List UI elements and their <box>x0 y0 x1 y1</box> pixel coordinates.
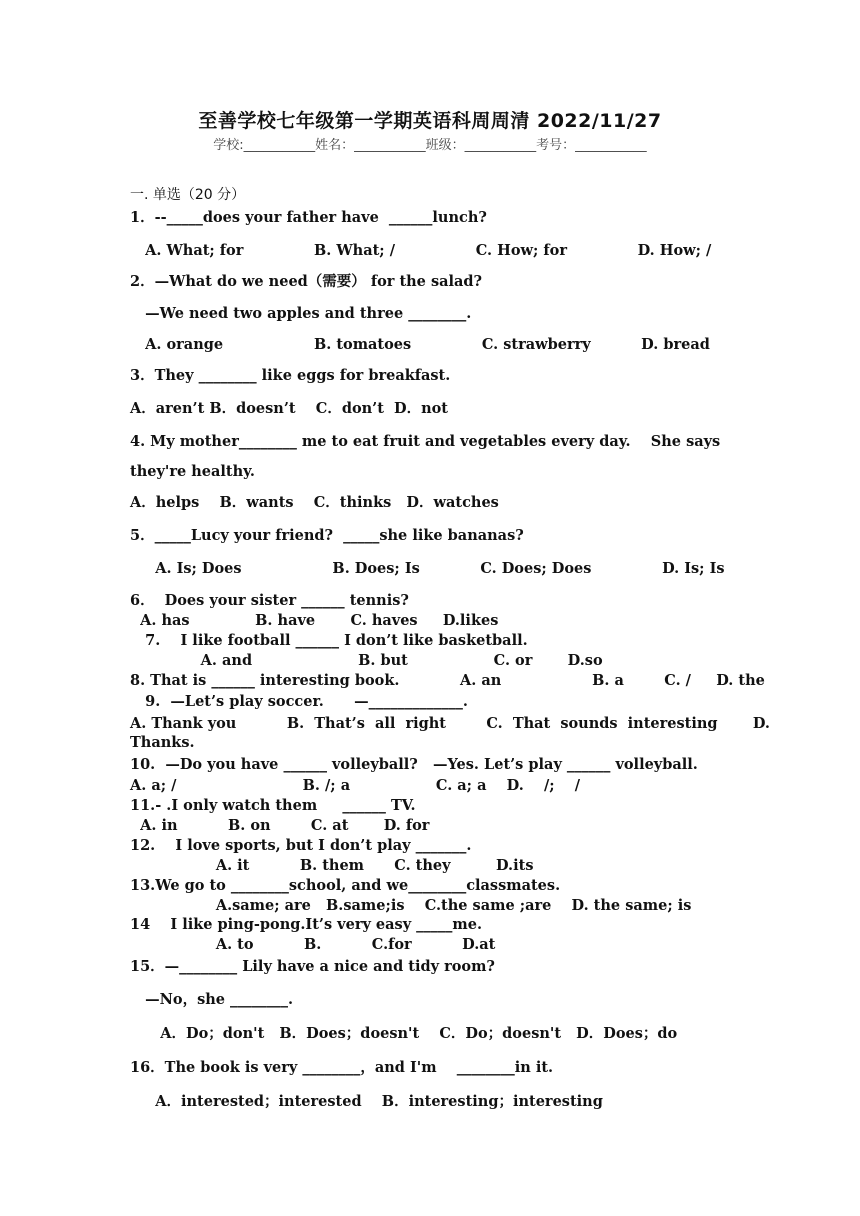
question-15: 15．—________ Lily have a nice and tidy room? <box>130 958 495 975</box>
question-9-options-line-2: Thanks. <box>130 734 195 751</box>
question-6: 6． Does your sister ______ tennis? <box>130 592 409 609</box>
question-15-options: A．Do；don't B．Does；doesn't C．Do；doesn't D．Does；do <box>130 1025 678 1042</box>
question-2-line-2: —We need two apples and three ________. <box>130 305 472 322</box>
question-1-options: A. What; for B. What; / C. How; for D. How; / <box>130 242 712 259</box>
section-heading: 一. 单选（20 分） <box>130 187 246 203</box>
question-4: 4. My mother________ me to eat fruit and vegetables every day. She says <box>130 433 721 450</box>
question-11-options: A. in B. on C. at D. for <box>130 817 430 834</box>
question-3-options: A．aren’t B．doesn’t C．don’t D．not <box>130 400 449 417</box>
question-7: 7. I like football ______ I don’t like basketball. <box>130 632 528 649</box>
question-5-options: A. Is; Does B. Does; Is C. Does; Does D. Is; Is <box>130 560 725 577</box>
question-10: 10. —Do you have ______ volleyball? —Yes. Let’s play ______ volleyball. <box>130 756 698 773</box>
question-11: 11.- .I only watch them ______ TV. <box>130 797 416 814</box>
question-2: 2．—What do we need（需要） for the salad? <box>130 273 483 290</box>
question-8: 8. That is ______ interesting book. A. an B. a C. / D. the <box>130 672 765 689</box>
question-7-options: A. and B. but C. or D.so <box>130 652 603 669</box>
question-2-options: A. orange B. tomatoes C. strawberry D. bread <box>130 336 710 353</box>
question-16: 16．The book is very ________，and I'm ________in it. <box>130 1059 554 1076</box>
question-6-options: A. has B. have C. haves D.likes <box>130 612 499 629</box>
question-14-options: A. to B. C.for D.at <box>130 936 496 953</box>
question-13: 13.We go to ________school, and we________classmates. <box>130 877 561 894</box>
question-16-options: A．interested；interested B．interesting；interesting <box>130 1093 603 1110</box>
question-9-options: A. Thank you B. That’s all right C. That sounds interesting D. <box>130 715 770 732</box>
question-9: 9. —Let’s play soccer. —_____________. <box>130 693 468 710</box>
question-13-options: A.same; are B.same;is C.the same ;are D. the same; is <box>130 897 692 914</box>
question-14: 14 I like ping-pong.It’s very easy _____me. <box>130 916 483 933</box>
question-4-options: A．helps B．wants C．thinks D．watches <box>130 494 499 511</box>
question-15-line-2: —No，she ________. <box>130 991 294 1008</box>
question-10-options: A. a; / B. /; a C. a; a D. /; / <box>130 777 581 794</box>
question-4-line-2: they're healthy. <box>130 463 255 480</box>
student-info-line: 学校:___________姓名：___________班级：___________考号：___________ <box>213 138 647 153</box>
question-12-options: A. it B. them C. they D.its <box>130 857 534 874</box>
question-5: 5．_____Lucy your friend? _____she like bananas? <box>130 527 524 544</box>
page-title: 至善学校七年级第一学期英语科周周清 2022/11/27 <box>198 110 662 132</box>
question-3: 3．They ________ like eggs for breakfast. <box>130 367 451 384</box>
question-12: 12. I love sports, but I don’t play _______. <box>130 837 472 854</box>
question-1: 1．--_____does your father have ______lunch? <box>130 209 487 226</box>
